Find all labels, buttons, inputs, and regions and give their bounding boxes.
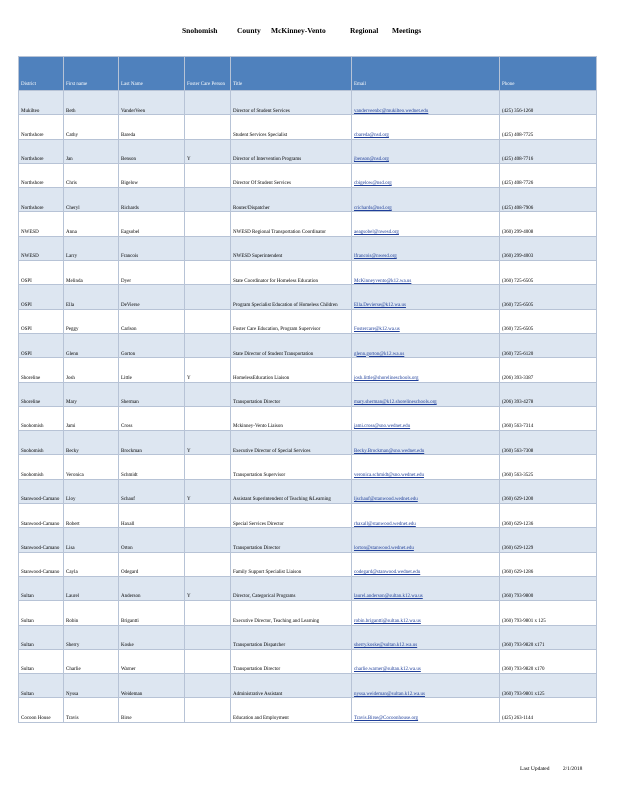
cell-first-name: Robin [64, 601, 119, 625]
cell-email [352, 601, 500, 625]
cell-last-name: Weideman [119, 674, 185, 698]
cell-title: Transportation Director [231, 649, 352, 673]
cell-last-name: Brigantti [119, 601, 185, 625]
cell-foster-care [185, 285, 231, 309]
table-row [19, 358, 597, 382]
cell-district: OSPI [19, 333, 64, 357]
cell-foster-care [185, 261, 231, 285]
cell-first-name: Mary [64, 382, 119, 406]
cell-last-name: Francois [119, 236, 185, 260]
cell-phone: (206) 393-4278 [500, 382, 597, 406]
email-link[interactable]: laurel.anderson@sultan.k12.wa.us [354, 594, 423, 600]
cell-first-name: Glenn [64, 333, 119, 357]
cell-phone: (360) 793-9800 [500, 576, 597, 600]
cell-first-name: Cathy [64, 115, 119, 139]
cell-foster-care [185, 504, 231, 528]
title-word: County [237, 26, 261, 35]
cell-phone: (360) 725-6120 [500, 333, 597, 357]
cell-email [352, 552, 500, 576]
cell-title: Assistant Superintendent of Teaching &Learning [231, 479, 352, 503]
email-link[interactable]: crichards@nsd.org [354, 205, 392, 211]
cell-foster-care [185, 455, 231, 479]
table-row [19, 285, 597, 309]
cell-last-name: Richards [119, 188, 185, 212]
cell-email [352, 139, 500, 163]
cell-phone: (360) 629-1229 [500, 528, 597, 552]
cell-district: Stanwood-Camano [19, 479, 64, 503]
email-link[interactable]: Fostercare@k12.wa.us [354, 327, 400, 333]
table-row [19, 625, 597, 649]
cell-foster-care [185, 333, 231, 357]
cell-email [352, 431, 500, 455]
header-district: District [19, 57, 64, 91]
cell-district: Sultan [19, 576, 64, 600]
cell-title: Executive Director, Teaching and Learning [231, 601, 352, 625]
cell-title: Special Services Director [231, 504, 352, 528]
cell-last-name: Benson [119, 139, 185, 163]
email-link[interactable]: aeagsobel@nwesd.org [354, 230, 399, 236]
cell-title: Director Of Student Services [231, 163, 352, 187]
table-row [19, 406, 597, 430]
cell-last-name: Bigelow [119, 163, 185, 187]
cell-district: Snohomish [19, 455, 64, 479]
email-link[interactable]: cbareda@nsd.org [354, 132, 389, 138]
table-row [19, 139, 597, 163]
cell-first-name: Cayla [64, 552, 119, 576]
table-row [19, 552, 597, 576]
cell-district: Northshore [19, 163, 64, 187]
cell-last-name: DeVierse [119, 285, 185, 309]
cell-phone: (360) 793-9820 x170 [500, 649, 597, 673]
cell-foster-care [185, 309, 231, 333]
cell-phone: (360) 793-9820 x171 [500, 625, 597, 649]
cell-email [352, 479, 500, 503]
cell-phone: (360) 563-7308 [500, 431, 597, 455]
cell-district: Northshore [19, 188, 64, 212]
last-updated [520, 766, 594, 772]
cell-last-name: Gorton [119, 333, 185, 357]
last-updated-date: 2/1/2018 [562, 766, 583, 772]
title-word: Meetings [392, 26, 422, 35]
cell-first-name: Travis [64, 698, 119, 722]
cell-email [352, 576, 500, 600]
cell-title: Mckinney-Vento Liaison [231, 406, 352, 430]
cell-email [352, 625, 500, 649]
cell-last-name: Anderson [119, 576, 185, 600]
cell-title: NWESD Regional Transportation Coordinator [231, 212, 352, 236]
table-row [19, 236, 597, 260]
email-link[interactable]: mary.sherman@k12.shorelineschools.org [354, 400, 437, 406]
cell-district: Shoreline [19, 358, 64, 382]
cell-foster-care [185, 212, 231, 236]
cell-first-name: Charlie [64, 649, 119, 673]
cell-email [352, 358, 500, 382]
email-link[interactable]: jami.cross@sno.wednet.edu [354, 424, 411, 430]
cell-email [352, 261, 500, 285]
cell-phone: (206) 393-3387 [500, 358, 597, 382]
cell-email [352, 698, 500, 722]
cell-district: Sultan [19, 625, 64, 649]
cell-phone: (360) 725-6505 [500, 309, 597, 333]
email-link[interactable]: josh.little@shorelineschools.org [354, 375, 419, 381]
cell-foster-care [185, 163, 231, 187]
cell-email [352, 382, 500, 406]
table-row [19, 188, 597, 212]
cell-last-name: Bareda [119, 115, 185, 139]
cell-district: OSPI [19, 285, 64, 309]
email-link[interactable]: Becky.Brockman@sno.wednet.edu [354, 448, 425, 454]
cell-phone: (360) 299-4003 [500, 236, 597, 260]
cell-title: State Coordinator for Homeless Education [231, 261, 352, 285]
cell-district: OSPI [19, 261, 64, 285]
cell-email [352, 188, 500, 212]
cell-first-name: Veronica [64, 455, 119, 479]
header-foster-care: Foster Care Person [185, 57, 231, 91]
cell-foster-care: Y [185, 576, 231, 600]
cell-phone: (425) 408-7725 [500, 115, 597, 139]
email-link[interactable]: Ella.Devierse@k12.wa.us [354, 302, 406, 308]
cell-last-name: Schmidt [119, 455, 185, 479]
cell-title: Transportation Director [231, 382, 352, 406]
table-row [19, 115, 597, 139]
cell-foster-care [185, 115, 231, 139]
cell-district: Stanwood-Camano [19, 528, 64, 552]
cell-district: Mukilteo [19, 91, 64, 115]
cell-email [352, 333, 500, 357]
cell-last-name: Brockman [119, 431, 185, 455]
table-row [19, 479, 597, 503]
cell-first-name: Chris [64, 163, 119, 187]
cell-district: Snohomish [19, 431, 64, 455]
cell-foster-care [185, 91, 231, 115]
cell-foster-care [185, 649, 231, 673]
cell-district: Sultan [19, 601, 64, 625]
cell-last-name: Orton [119, 528, 185, 552]
cell-district: Cocoon House [19, 698, 64, 722]
table-row [19, 674, 597, 698]
email-link[interactable]: lorton@stanwood.wednet.edu [354, 545, 414, 551]
cell-first-name: Josh [64, 358, 119, 382]
cell-phone: (360) 629-1286 [500, 552, 597, 576]
cell-phone: (360) 793-9801 x 125 [500, 601, 597, 625]
cell-district: Northshore [19, 139, 64, 163]
cell-last-name: Sherman [119, 382, 185, 406]
cell-phone: (360) 563-3525 [500, 455, 597, 479]
table-row [19, 455, 597, 479]
last-updated-label: Last Updated [520, 766, 550, 772]
cell-email [352, 309, 500, 333]
email-link[interactable]: veronica.schmidt@sno.wednet.edu [354, 473, 425, 478]
cell-phone: (360) 299-4008 [500, 212, 597, 236]
table-header-row [19, 57, 597, 91]
cell-title: Transportation Director [231, 528, 352, 552]
cell-district: Stanwood-Camano [19, 552, 64, 576]
email-link[interactable]: cbigelow@nsd.org [354, 181, 392, 187]
cell-first-name: Larry [64, 236, 119, 260]
cell-first-name: Beth [64, 91, 119, 115]
document-title [0, 26, 618, 38]
cell-title: Director of Intervention Programs [231, 139, 352, 163]
cell-district: NWESD [19, 236, 64, 260]
cell-district: Sultan [19, 649, 64, 673]
table-row [19, 698, 597, 722]
table-row [19, 528, 597, 552]
cell-title: Foster Care Education, Program Supervisor [231, 309, 352, 333]
email-link[interactable]: jbenson@nsd.org [354, 157, 389, 163]
cell-district: OSPI [19, 309, 64, 333]
table-row [19, 212, 597, 236]
cell-title: State Director of Student Transportation [231, 333, 352, 357]
table-row [19, 91, 597, 115]
cell-last-name: Cross [119, 406, 185, 430]
title-word: Regional [350, 26, 379, 35]
email-link[interactable]: McKinneyvento@k12.wa.us [354, 278, 412, 284]
cell-phone: (425) 263-1144 [500, 698, 597, 722]
cell-last-name: Little [119, 358, 185, 382]
cell-phone: (425) 408-7726 [500, 163, 597, 187]
cell-first-name: Becky [64, 431, 119, 455]
email-link[interactable]: Travis.Birse@Cocoonhouse.org [354, 715, 419, 721]
cell-title: Education and Employment [231, 698, 352, 722]
cell-title: Family Support Specialist Liaison [231, 552, 352, 576]
title-word: McKinney-Vento [271, 26, 326, 35]
cell-first-name: Anna [64, 212, 119, 236]
table-row [19, 649, 597, 673]
cell-first-name: Sherry [64, 625, 119, 649]
cell-last-name: Schauf [119, 479, 185, 503]
cell-district: Sultan [19, 674, 64, 698]
cell-district: Northshore [19, 115, 64, 139]
cell-first-name: Lisa [64, 528, 119, 552]
cell-first-name: Robert [64, 504, 119, 528]
table-row [19, 431, 597, 455]
cell-district: Snohomish [19, 406, 64, 430]
table-row [19, 309, 597, 333]
cell-title: Director of Student Services [231, 91, 352, 115]
email-link[interactable]: rhaxall@stanwood.wednet.edu [354, 521, 416, 527]
table-row [19, 504, 597, 528]
cell-phone: (425) 356-1260 [500, 91, 597, 115]
table-row [19, 601, 597, 625]
cell-foster-care [185, 406, 231, 430]
table-row [19, 163, 597, 187]
cell-first-name: Jami [64, 406, 119, 430]
cell-email [352, 91, 500, 115]
header-phone: Phone [500, 57, 597, 91]
cell-first-name: Ella [64, 285, 119, 309]
table-row [19, 382, 597, 406]
email-link[interactable]: sherry.koske@sultan.k12.wa.us [354, 643, 418, 649]
cell-phone: (360) 629-1236 [500, 504, 597, 528]
cell-last-name: Haxall [119, 504, 185, 528]
cell-last-name: VanderVeen [119, 91, 185, 115]
cell-phone: (360) 725-6505 [500, 261, 597, 285]
cell-phone: (425) 408-7716 [500, 139, 597, 163]
table-row [19, 261, 597, 285]
cell-foster-care: Y [185, 479, 231, 503]
cell-foster-care [185, 674, 231, 698]
cell-foster-care [185, 528, 231, 552]
title-word: Snohomish [182, 26, 218, 35]
cell-foster-care: Y [185, 431, 231, 455]
header-title: Title [231, 57, 352, 91]
cell-email [352, 285, 500, 309]
table-row [19, 333, 597, 357]
cell-district: NWESD [19, 212, 64, 236]
header-last-name: Last Name [119, 57, 185, 91]
email-link[interactable]: vanderveenbc@mukilteo.wednet.edu [354, 108, 429, 114]
cell-last-name: Birse [119, 698, 185, 722]
contacts-table [18, 56, 597, 723]
cell-phone: (425) 408-7906 [500, 188, 597, 212]
email-link[interactable]: glenn.gorton@k12.wa.us [354, 351, 405, 357]
cell-first-name: Nyssa [64, 674, 119, 698]
cell-phone: (360) 629-1200 [500, 479, 597, 503]
cell-foster-care: Y [185, 139, 231, 163]
cell-last-name: Odegard [119, 552, 185, 576]
cell-title: Router/Dispatcher [231, 188, 352, 212]
cell-district: Shoreline [19, 382, 64, 406]
cell-email [352, 163, 500, 187]
header-first-name: First name [64, 57, 119, 91]
cell-phone: (360) 793-9801 x125 [500, 674, 597, 698]
email-link[interactable]: charlie.warner@sultan.k12.wa.us [354, 667, 421, 673]
cell-first-name: Melinda [64, 261, 119, 285]
email-link[interactable]: robin.brigantti@sultan.k12.wa.us [354, 618, 421, 624]
cell-last-name: Carlson [119, 309, 185, 333]
cell-email [352, 649, 500, 673]
cell-first-name: Lloy [64, 479, 119, 503]
table-row [19, 576, 597, 600]
email-link[interactable]: ljschauf@stanwood.wednet.edu [354, 497, 418, 503]
cell-title: Student Services Specialist [231, 115, 352, 139]
cell-email [352, 674, 500, 698]
cell-email [352, 528, 500, 552]
cell-foster-care [185, 236, 231, 260]
cell-last-name: Warner [119, 649, 185, 673]
header-email: Email [352, 57, 500, 91]
cell-foster-care [185, 382, 231, 406]
cell-foster-care [185, 552, 231, 576]
cell-first-name: Peggy [64, 309, 119, 333]
cell-email [352, 212, 500, 236]
cell-title: Executive Director of Special Services [231, 431, 352, 455]
cell-title: NWESD Superintendent [231, 236, 352, 260]
cell-foster-care [185, 188, 231, 212]
email-link[interactable]: nyssa.weideman@sultan.k12.wa.us [354, 691, 425, 697]
cell-district: Stanwood-Camano [19, 504, 64, 528]
cell-foster-care [185, 601, 231, 625]
cell-foster-care: Y [185, 358, 231, 382]
cell-foster-care [185, 625, 231, 649]
email-link[interactable]: lfrancois@nwesd.org [354, 254, 397, 260]
cell-foster-care [185, 698, 231, 722]
cell-phone: (360) 563-7314 [500, 406, 597, 430]
cell-first-name: Cheryl [64, 188, 119, 212]
cell-phone: (360) 725-6505 [500, 285, 597, 309]
cell-email [352, 115, 500, 139]
cell-first-name: Jan [64, 139, 119, 163]
cell-title: HomelessEducation Liaison [231, 358, 352, 382]
cell-email [352, 455, 500, 479]
cell-email [352, 236, 500, 260]
cell-last-name: Eagsobel [119, 212, 185, 236]
cell-email [352, 504, 500, 528]
cell-title: Administrative Assistant [231, 674, 352, 698]
cell-last-name: Dyer [119, 261, 185, 285]
cell-email [352, 406, 500, 430]
cell-title: Transportation Supervisor [231, 455, 352, 479]
cell-first-name: Laurel [64, 576, 119, 600]
cell-last-name: Koske [119, 625, 185, 649]
cell-title: Director, Categorical Programs [231, 576, 352, 600]
cell-title: Transportation Dispatcher [231, 625, 352, 649]
cell-title: Program Specialist Education of Homeless Children [231, 285, 352, 309]
email-link[interactable]: codegard@stanwood.wednet.edu [354, 570, 421, 576]
